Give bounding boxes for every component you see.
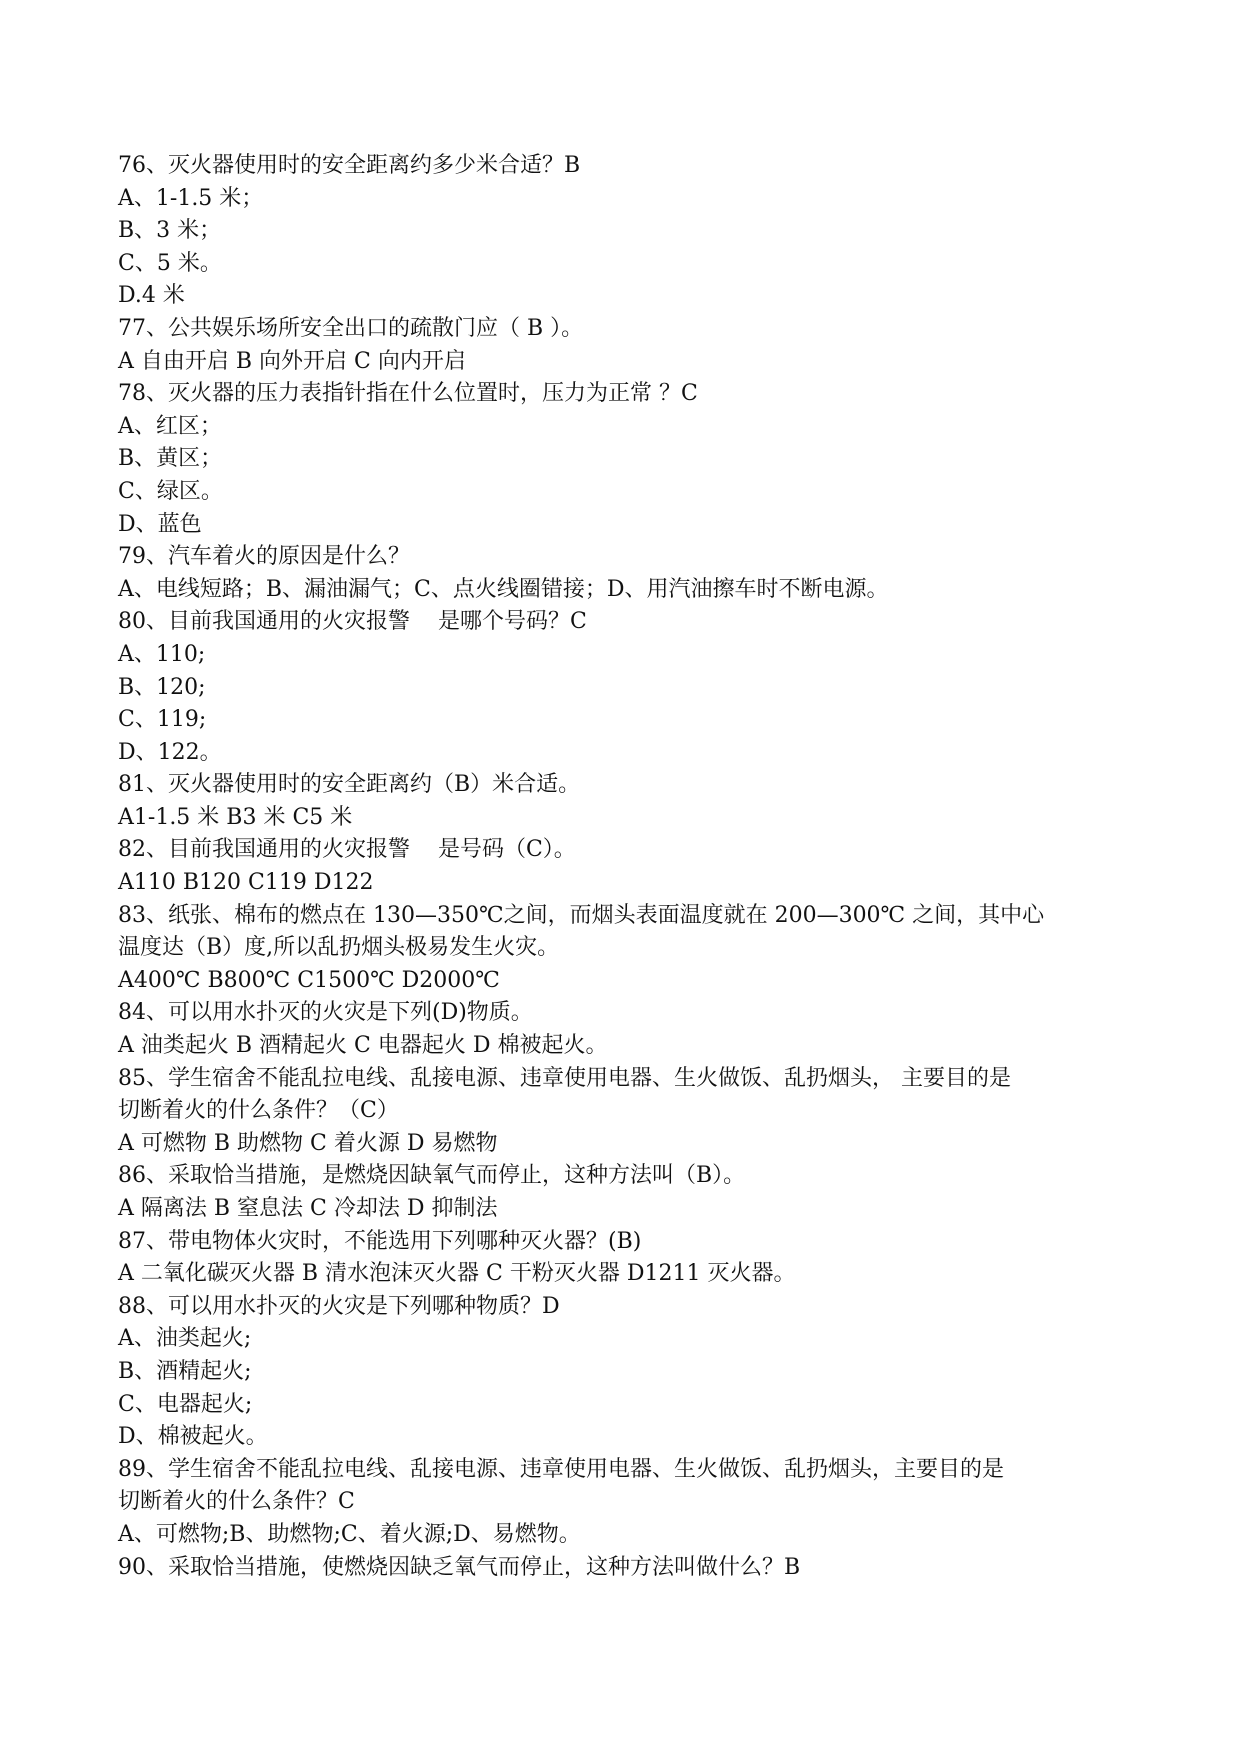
text-line: B、酒精起火; — [118, 1358, 252, 1384]
text-line: A 隔离法 B 窒息法 C 冷却法 D 抑制法 — [118, 1196, 498, 1221]
text-line: C、绿区。 — [118, 478, 223, 504]
text-line: 88、可以用水扑灭的火灾是下列哪种物质？D — [118, 1293, 560, 1319]
text-line: A 油类起火 B 酒精起火 C 电器起火 D 棉被起火。 — [118, 1033, 608, 1059]
text-line: A110 B120 C119 D122 — [118, 870, 374, 896]
text-line: D、122。 — [118, 739, 222, 765]
text-line: 86、采取恰当措施，是燃烧因缺氧气而停止，这种方法叫（B）。 — [118, 1163, 746, 1189]
text-line: C、119; — [118, 707, 207, 733]
text-line: C、5 米。 — [118, 250, 222, 276]
text-line: 83、纸张、棉布的燃点在 130—350℃之间，而烟头表面温度就在 200—300℃ 之间，其中心 — [118, 902, 1045, 928]
text-line: 81、灭火器使用时的安全距离约（B）米合适。 — [118, 772, 581, 798]
text-line: A 自由开启 B 向外开启 C 向内开启 — [118, 348, 466, 374]
text-line: B、120; — [118, 674, 206, 700]
text-line: A、红区； — [118, 413, 222, 439]
text-line: A、油类起火; — [118, 1326, 252, 1352]
text-line: D、蓝色 — [118, 511, 202, 537]
text-line: A 可燃物 B 助燃物 C 着火源 D 易燃物 — [118, 1130, 498, 1156]
text-line: D.4 米 — [118, 283, 185, 309]
text-line: C、电器起火; — [118, 1391, 253, 1417]
text-line: 85、学生宿舍不能乱拉电线、乱接电源、违章使用电器、生火做饭、乱扔烟头， 主要目的是 — [118, 1065, 1011, 1091]
text-line: B、3 米； — [118, 218, 222, 244]
text-line: D、棉被起火。 — [118, 1424, 268, 1450]
text-line: 80、目前我国通用的火灾报警 是哪个号码？C — [118, 609, 587, 635]
text-line: 90、采取恰当措施，使燃烧因缺乏氧气而停止，这种方法叫做什么？B — [118, 1554, 801, 1580]
text-line: A、可燃物;B、助燃物;C、着火源;D、易燃物。 — [118, 1521, 581, 1547]
text-line: 84、可以用水扑灭的火灾是下列(D)物质。 — [118, 1000, 533, 1026]
text-line: 切断着火的什么条件？C — [118, 1489, 355, 1515]
text-line: B、黄区； — [118, 446, 223, 472]
document-body — [118, 150, 1128, 1584]
text-line: 78、灭火器的压力表指针指在什么位置时，压力为正常 ？C — [118, 381, 698, 407]
text-line: 79、汽车着火的原因是什么？ — [118, 544, 410, 570]
text-line: 76、灭火器使用时的安全距离约多少米合适？B — [118, 153, 581, 178]
text-line: A 二氧化碳灭火器 B 清水泡沫灭火器 C 干粉灭火器 D1211 灭火器。 — [118, 1261, 796, 1287]
text-line: A400℃ B800℃ C1500℃ D2000℃ — [118, 967, 500, 993]
text-line: 82、目前我国通用的火灾报警 是号码（C）。 — [118, 837, 576, 863]
text-line: 77、公共娱乐场所安全出口的疏散门应（ B ）。 — [118, 315, 584, 341]
text-line: A、1-1.5 米； — [118, 185, 264, 211]
text-line: A、110; — [118, 641, 206, 667]
text-line: 温度达（B）度,所以乱扔烟头极易发生火灾。 — [118, 935, 560, 961]
text-line: A、电线短路；B、漏油漏气；C、点火线圈错接；D、用汽油擦车时不断电源。 — [118, 576, 889, 602]
text-line: 89、学生宿舍不能乱拉电线、乱接电源、违章使用电器、生火做饭、乱扔烟头，主要目的是 — [118, 1456, 1004, 1482]
text-line: A1-1.5 米 B3 米 C5 米 — [118, 804, 353, 830]
text-line: 87、带电物体火灾时，不能选用下列哪种灭火器？(B) — [118, 1228, 642, 1254]
text-line: 切断着火的什么条件？（C） — [118, 1098, 399, 1124]
